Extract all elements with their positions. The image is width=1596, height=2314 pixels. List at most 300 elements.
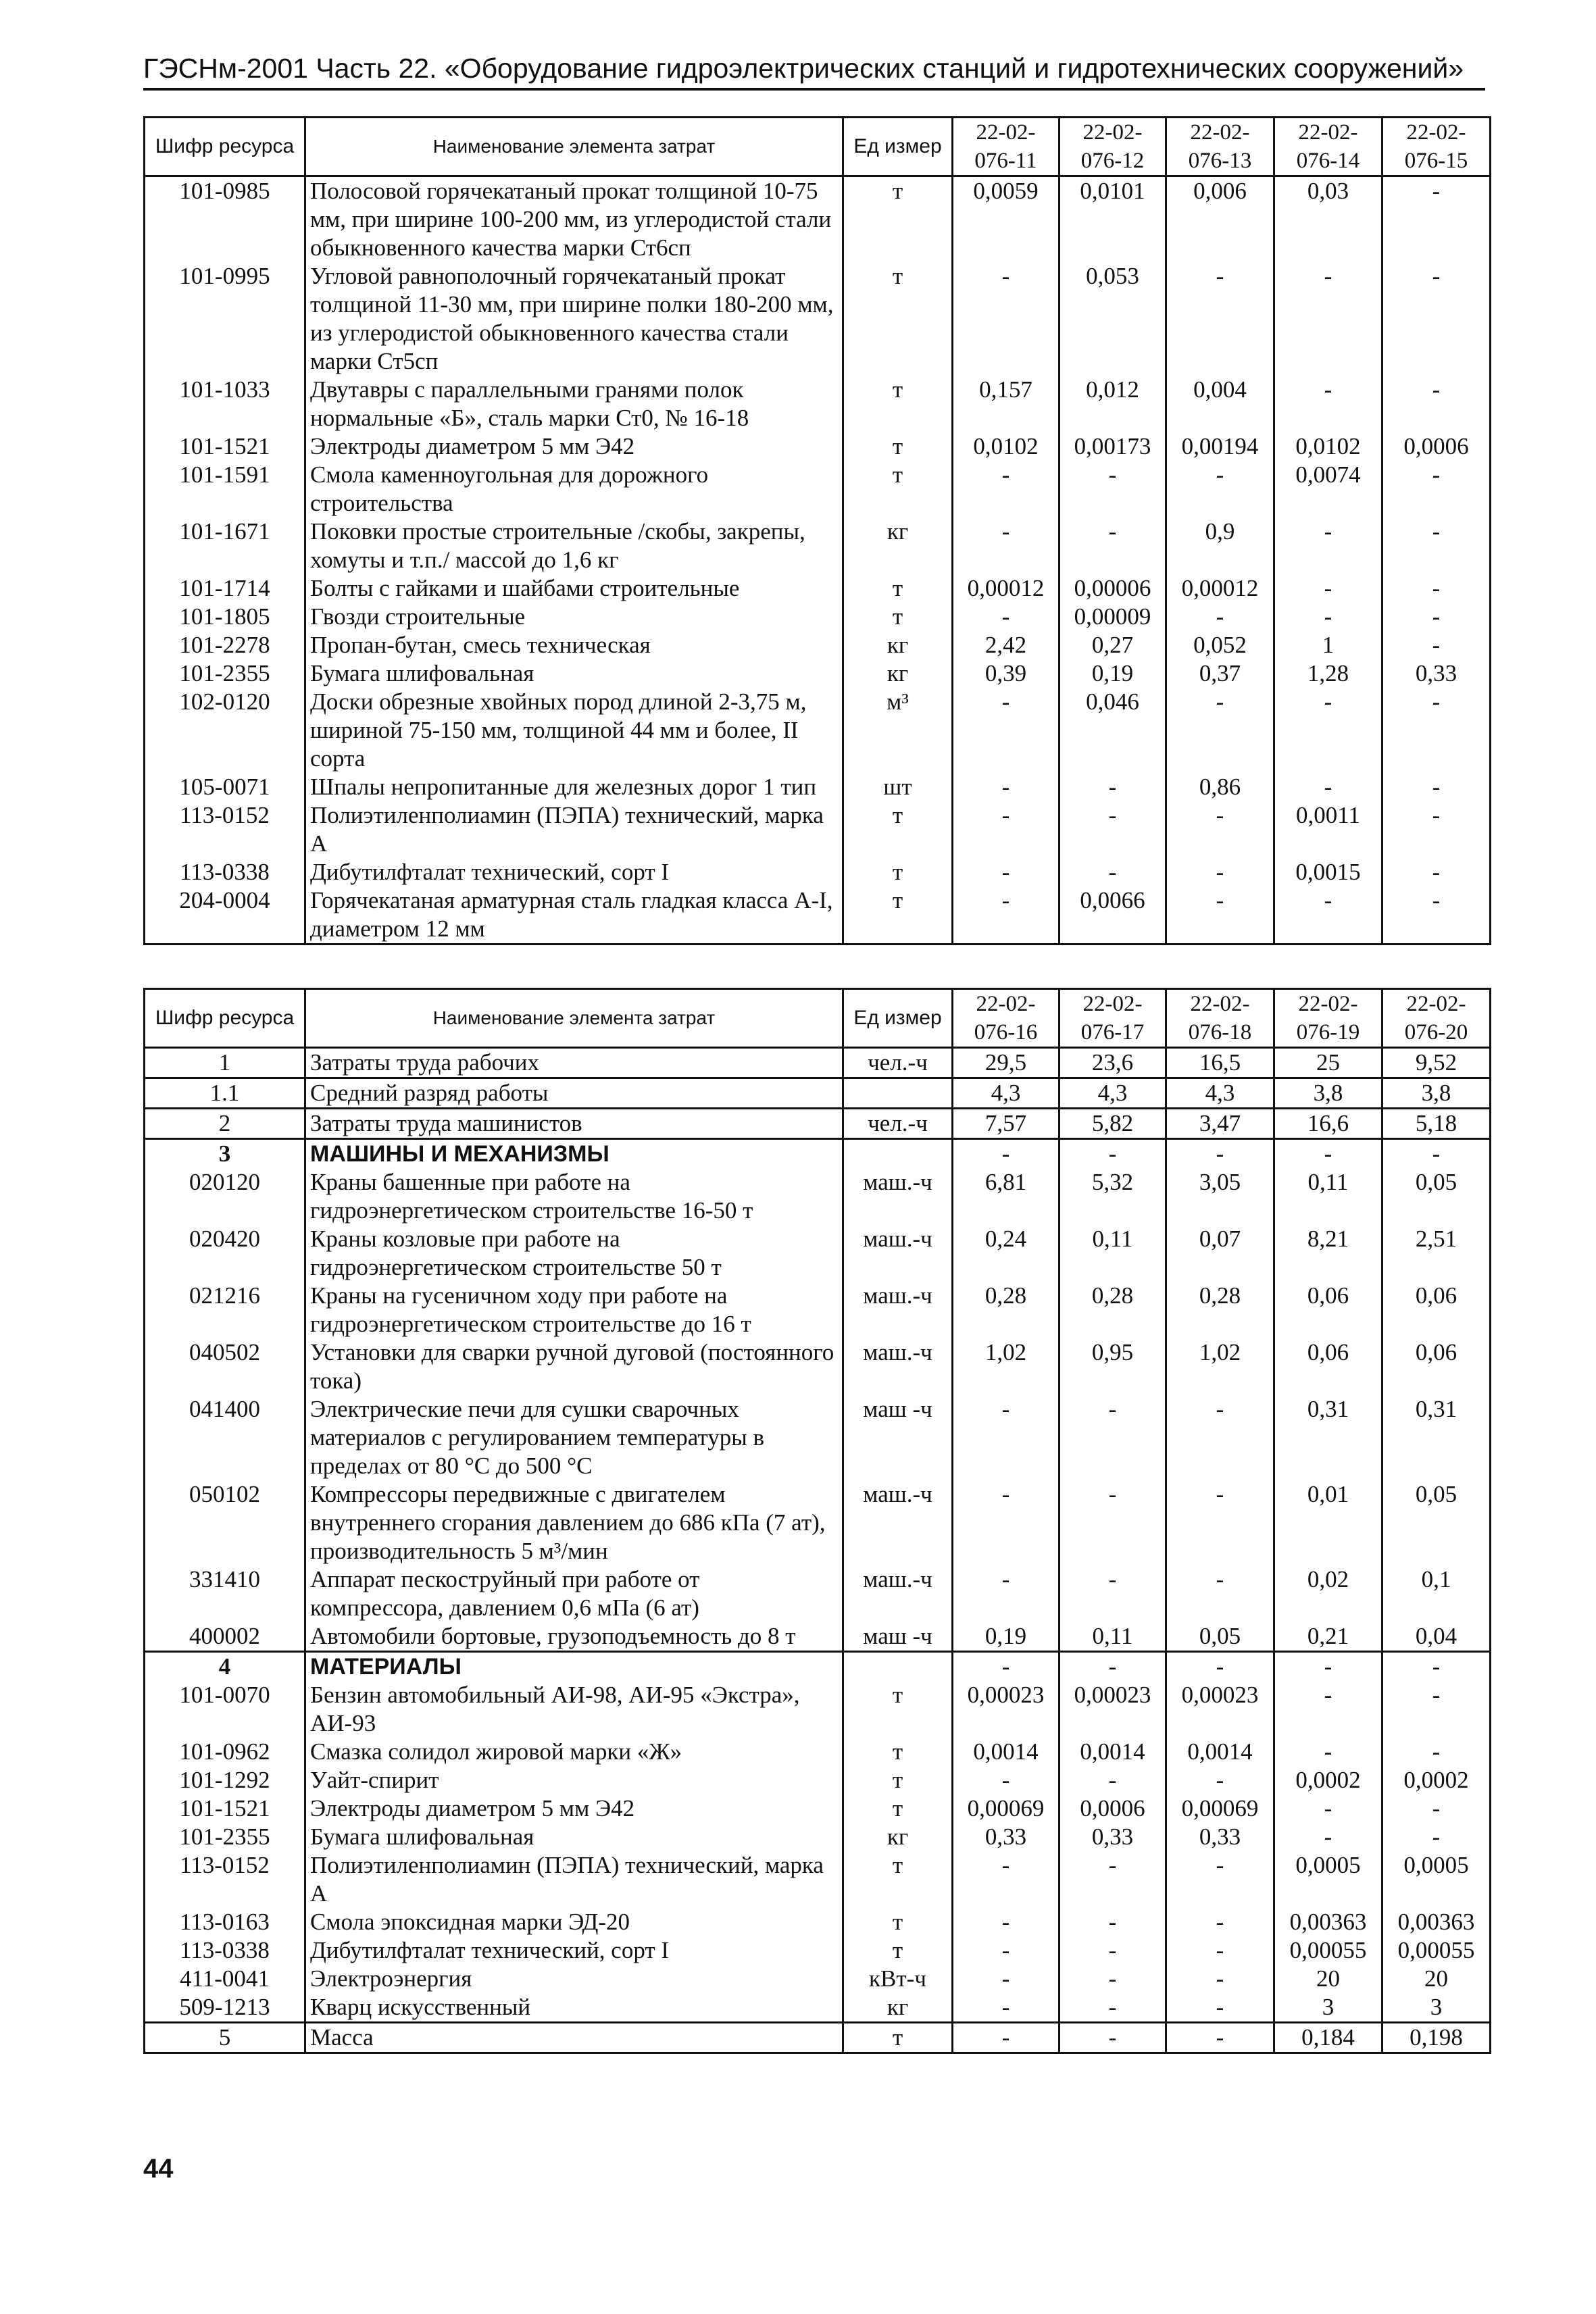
resource-name-cell: Уайт-спирит — [305, 1766, 843, 1794]
resource-code-cell: 101-1671 — [145, 518, 305, 574]
norm-value-cell-2: 4,3 — [1059, 1078, 1166, 1109]
resource-code-cell: 101-1033 — [145, 376, 305, 432]
norm-value-cell-5: 0,06 — [1382, 1282, 1491, 1338]
column-header-norm-1: 22-02-076-16 — [953, 989, 1059, 1048]
norm-value-cell-5: 0,0006 — [1382, 432, 1491, 461]
norm-value-cell-3: - — [1166, 461, 1274, 518]
norm-value-cell-4: 1 — [1274, 631, 1382, 659]
norm-value-cell-4: - — [1274, 1823, 1382, 1851]
norm-value-cell-2: 0,0006 — [1059, 1794, 1166, 1823]
resource-code-cell: 2 — [145, 1109, 305, 1139]
norm-value-cell-1: - — [953, 1139, 1059, 1169]
resource-name-cell: Гвозди строительные — [305, 603, 843, 631]
norm-value-cell-3: - — [1166, 1395, 1274, 1480]
norm-value-cell-5: - — [1382, 176, 1491, 263]
norm-value-cell-5: - — [1382, 773, 1491, 801]
norm-value-cell-4: 0,21 — [1274, 1622, 1382, 1652]
norm-value-cell-4: 0,01 — [1274, 1480, 1382, 1565]
resource-name-cell: Электрические печи для сушки сварочных материалов с регулированием температуры в пределах от 80 °С до 500 °С — [305, 1395, 843, 1480]
resource-code-cell: 101-0985 — [145, 176, 305, 263]
resource-code-cell: 3 — [145, 1139, 305, 1169]
resource-code-cell: 113-0338 — [145, 858, 305, 886]
norm-value-cell-4: - — [1274, 1738, 1382, 1766]
column-header-norm-3: 22-02-076-13 — [1166, 118, 1274, 176]
resource-name-cell: Полосовой горячекатаный прокат толщиной 10-75 мм, при ширине 100-200 мм, из углеродистой стали обыкновенного качества марки Ст6сп — [305, 176, 843, 263]
column-header-name: Наименование элемента затрат — [305, 118, 843, 176]
norm-value-cell-2: 0,046 — [1059, 688, 1166, 773]
norm-value-cell-2: - — [1059, 801, 1166, 858]
resource-code-cell: 105-0071 — [145, 773, 305, 801]
resource-name-cell: Средний разряд работы — [305, 1078, 843, 1109]
norm-value-cell-3: - — [1166, 2023, 1274, 2053]
column-header-norm-1: 22-02-076-11 — [953, 118, 1059, 176]
norm-value-cell-2: - — [1059, 773, 1166, 801]
table-row — [145, 176, 1491, 263]
norm-value-cell-4: 0,03 — [1274, 176, 1382, 263]
table-row — [145, 376, 1491, 432]
norm-value-cell-1: - — [953, 1395, 1059, 1480]
column-header-code: Шифр ресурса — [145, 989, 305, 1048]
norm-value-cell-4: 0,31 — [1274, 1395, 1382, 1480]
norm-value-cell-2: - — [1059, 858, 1166, 886]
table-row — [145, 1908, 1491, 1936]
unit-cell: маш.-ч — [843, 1480, 953, 1565]
norm-value-cell-4: - — [1274, 1794, 1382, 1823]
unit-cell: т — [843, 1794, 953, 1823]
resource-code-cell: 1.1 — [145, 1078, 305, 1109]
norm-value-cell-1: - — [953, 461, 1059, 518]
unit-cell: т — [843, 1851, 953, 1908]
norm-value-cell-4: - — [1274, 518, 1382, 574]
unit-cell: т — [843, 176, 953, 263]
resource-name-cell: Болты с гайками и шайбами строительные — [305, 574, 843, 603]
norm-value-cell-5: 0,06 — [1382, 1338, 1491, 1395]
norm-value-cell-2: - — [1059, 1139, 1166, 1169]
table-row — [145, 1395, 1491, 1480]
norm-value-cell-2: 23,6 — [1059, 1048, 1166, 1078]
norm-value-cell-1: - — [953, 1480, 1059, 1565]
norm-value-cell-2: - — [1059, 1993, 1166, 2023]
table-row — [145, 1048, 1491, 1078]
norm-value-cell-5: - — [1382, 376, 1491, 432]
norm-value-cell-5: - — [1382, 1652, 1491, 1682]
norm-value-cell-2: - — [1059, 1565, 1166, 1622]
page-header: ГЭСНм-2001 Часть 22. «Оборудование гидроэлектрических станций и гидротехнических сооружений» — [143, 49, 1485, 91]
resource-code-cell: 113-0152 — [145, 801, 305, 858]
norm-value-cell-1: - — [953, 1965, 1059, 1993]
norm-value-cell-2: - — [1059, 1851, 1166, 1908]
column-header-code: Шифр ресурса — [145, 118, 305, 176]
norm-value-cell-3: - — [1166, 1965, 1274, 1993]
column-header-norm-4: 22-02-076-14 — [1274, 118, 1382, 176]
norm-value-cell-5: 9,52 — [1382, 1048, 1491, 1078]
norm-value-cell-3: 0,00069 — [1166, 1794, 1274, 1823]
resource-name-cell: Электроды диаметром 5 мм Э42 — [305, 432, 843, 461]
resource-code-cell: 101-2278 — [145, 631, 305, 659]
unit-cell: кг — [843, 631, 953, 659]
norm-value-cell-2: 0,00173 — [1059, 432, 1166, 461]
resource-code-cell: 411-0041 — [145, 1965, 305, 1993]
table-row — [145, 801, 1491, 858]
norm-value-cell-2: 0,28 — [1059, 1282, 1166, 1338]
norm-value-cell-3: 0,28 — [1166, 1282, 1274, 1338]
unit-cell: т — [843, 376, 953, 432]
norm-value-cell-4: 0,11 — [1274, 1168, 1382, 1225]
norm-value-cell-4: - — [1274, 376, 1382, 432]
resource-code-cell: 041400 — [145, 1395, 305, 1480]
norm-value-cell-1: - — [953, 518, 1059, 574]
table-row — [145, 886, 1491, 945]
norm-value-cell-3: - — [1166, 1652, 1274, 1682]
norm-value-cell-5: - — [1382, 518, 1491, 574]
norm-value-cell-4: - — [1274, 603, 1382, 631]
resource-code-cell: 400002 — [145, 1622, 305, 1652]
table-row — [145, 659, 1491, 688]
norm-value-cell-5: - — [1382, 858, 1491, 886]
table-row — [145, 574, 1491, 603]
norm-value-cell-4: 3,8 — [1274, 1078, 1382, 1109]
norm-value-cell-4: - — [1274, 574, 1382, 603]
column-header-norm-5: 22-02-076-15 — [1382, 118, 1491, 176]
norm-value-cell-2: 0,00006 — [1059, 574, 1166, 603]
norm-value-cell-1: - — [953, 886, 1059, 945]
norm-value-cell-1: - — [953, 1766, 1059, 1794]
table-row — [145, 773, 1491, 801]
norm-value-cell-4: 0,02 — [1274, 1565, 1382, 1622]
norm-value-cell-2: - — [1059, 461, 1166, 518]
norm-value-cell-4: - — [1274, 1681, 1382, 1738]
norm-value-cell-2: - — [1059, 1908, 1166, 1936]
norm-value-cell-3: - — [1166, 1565, 1274, 1622]
resource-code-cell: 101-0070 — [145, 1681, 305, 1738]
norm-value-cell-4: 0,0011 — [1274, 801, 1382, 858]
norm-value-cell-5: - — [1382, 1681, 1491, 1738]
norm-value-cell-5: - — [1382, 688, 1491, 773]
norm-value-cell-3: 3,47 — [1166, 1109, 1274, 1139]
resource-name-cell: Электроэнергия — [305, 1965, 843, 1993]
resource-name-cell: Масса — [305, 2023, 843, 2053]
norm-value-cell-4: 8,21 — [1274, 1225, 1382, 1282]
unit-cell: чел.-ч — [843, 1048, 953, 1078]
resource-code-cell: 101-0995 — [145, 262, 305, 376]
resource-code-cell: 101-1805 — [145, 603, 305, 631]
resource-name-cell: Полиэтиленполиамин (ПЭПА) технический, марка А — [305, 1851, 843, 1908]
norm-value-cell-3: 0,33 — [1166, 1823, 1274, 1851]
norm-value-cell-3: 3,05 — [1166, 1168, 1274, 1225]
table-row — [145, 1622, 1491, 1652]
resource-name-cell: Дибутилфталат технический, сорт I — [305, 1936, 843, 1965]
resource-code-cell: 113-0338 — [145, 1936, 305, 1965]
table-row — [145, 1282, 1491, 1338]
resource-code-cell: 509-1213 — [145, 1993, 305, 2023]
table-row — [145, 1993, 1491, 2023]
table-row — [145, 1823, 1491, 1851]
norm-value-cell-3: - — [1166, 603, 1274, 631]
unit-cell: т — [843, 461, 953, 518]
resource-code-cell: 101-1521 — [145, 432, 305, 461]
norm-value-cell-5: - — [1382, 1794, 1491, 1823]
table-row — [145, 631, 1491, 659]
norm-value-cell-2: 0,0066 — [1059, 886, 1166, 945]
norm-value-cell-1: - — [953, 1652, 1059, 1682]
norm-value-cell-2: 0,0014 — [1059, 1738, 1166, 1766]
norm-value-cell-5: 3 — [1382, 1993, 1491, 2023]
norm-value-cell-5: 0,33 — [1382, 659, 1491, 688]
resource-name-cell: Электроды диаметром 5 мм Э42 — [305, 1794, 843, 1823]
norm-value-cell-3: - — [1166, 886, 1274, 945]
norm-value-cell-5: - — [1382, 631, 1491, 659]
table-row — [145, 432, 1491, 461]
norm-value-cell-5: 0,1 — [1382, 1565, 1491, 1622]
norm-value-cell-2: 0,33 — [1059, 1823, 1166, 1851]
unit-cell: чел.-ч — [843, 1109, 953, 1139]
norm-value-cell-5: 5,18 — [1382, 1109, 1491, 1139]
norm-value-cell-5: - — [1382, 801, 1491, 858]
norm-value-cell-2: 0,0101 — [1059, 176, 1166, 263]
norm-value-cell-3: 0,00023 — [1166, 1681, 1274, 1738]
norm-value-cell-5: - — [1382, 603, 1491, 631]
norm-value-cell-2: 5,82 — [1059, 1109, 1166, 1139]
table-row — [145, 1936, 1491, 1965]
unit-cell: маш.-ч — [843, 1282, 953, 1338]
norm-value-cell-3: 0,9 — [1166, 518, 1274, 574]
norm-value-cell-3: 0,86 — [1166, 773, 1274, 801]
unit-cell: м³ — [843, 688, 953, 773]
unit-cell: т — [843, 2023, 953, 2053]
resource-name-cell: Бензин автомобильный АИ-98, АИ-95 «Экстра», АИ-93 — [305, 1681, 843, 1738]
norm-value-cell-4: - — [1274, 262, 1382, 376]
norm-value-cell-5: 0,198 — [1382, 2023, 1491, 2053]
norm-value-cell-2: 0,95 — [1059, 1338, 1166, 1395]
norm-value-cell-3: - — [1166, 1480, 1274, 1565]
norm-value-cell-3: - — [1166, 1936, 1274, 1965]
table-row — [145, 1681, 1491, 1738]
norm-value-cell-5: 0,05 — [1382, 1480, 1491, 1565]
norm-value-cell-1: 0,28 — [953, 1282, 1059, 1338]
table-row — [145, 518, 1491, 574]
norm-value-cell-5: 0,00055 — [1382, 1936, 1491, 1965]
unit-cell: т — [843, 262, 953, 376]
norm-value-cell-5: - — [1382, 574, 1491, 603]
resource-code-cell: 050102 — [145, 1480, 305, 1565]
resource-code-cell: 020420 — [145, 1225, 305, 1282]
page-number: 44 — [143, 2154, 174, 2184]
resource-name-cell: Бумага шлифовальная — [305, 1823, 843, 1851]
column-header-unit: Ед измер — [843, 118, 953, 176]
resource-code-cell: 101-2355 — [145, 1823, 305, 1851]
norm-value-cell-1: - — [953, 801, 1059, 858]
resource-code-cell: 1 — [145, 1048, 305, 1078]
norm-value-cell-4: 0,00363 — [1274, 1908, 1382, 1936]
resource-name-cell: Горячекатаная арматурная сталь гладкая класса А-I, диаметром 12 мм — [305, 886, 843, 945]
norm-value-cell-2: 0,19 — [1059, 659, 1166, 688]
table-row — [145, 1738, 1491, 1766]
norm-value-cell-4: 0,0074 — [1274, 461, 1382, 518]
resource-name-cell: Двутавры с параллельными гранями полок нормальные «Б», сталь марки Ст0, № 16-18 — [305, 376, 843, 432]
table-row — [145, 1565, 1491, 1622]
norm-value-cell-2: 0,053 — [1059, 262, 1166, 376]
norm-value-cell-1: 0,157 — [953, 376, 1059, 432]
unit-cell: т — [843, 432, 953, 461]
norm-value-cell-1: - — [953, 262, 1059, 376]
norm-value-cell-4: 25 — [1274, 1048, 1382, 1078]
norm-value-cell-3: - — [1166, 858, 1274, 886]
norm-value-cell-3: 0,37 — [1166, 659, 1274, 688]
norm-value-cell-2: 0,27 — [1059, 631, 1166, 659]
norm-value-cell-3: 1,02 — [1166, 1338, 1274, 1395]
table-row — [145, 603, 1491, 631]
norm-value-cell-1: - — [953, 603, 1059, 631]
resource-name-cell: МАТЕРИАЛЫ — [305, 1652, 843, 1682]
norm-value-cell-1: - — [953, 1936, 1059, 1965]
norm-value-cell-4: 0,0015 — [1274, 858, 1382, 886]
unit-cell: т — [843, 886, 953, 945]
resource-code-cell: 5 — [145, 2023, 305, 2053]
norm-value-cell-4: 0,184 — [1274, 2023, 1382, 2053]
table-row — [145, 1480, 1491, 1565]
table-row — [145, 1338, 1491, 1395]
norm-value-cell-3: - — [1166, 262, 1274, 376]
resource-name-cell: Автомобили бортовые, грузоподъемность до 8 т — [305, 1622, 843, 1652]
norm-value-cell-1: - — [953, 1908, 1059, 1936]
norm-value-cell-3: 0,004 — [1166, 376, 1274, 432]
norm-value-cell-2: 0,00023 — [1059, 1681, 1166, 1738]
norm-value-cell-3: 0,05 — [1166, 1622, 1274, 1652]
norm-value-cell-3: 0,0014 — [1166, 1738, 1274, 1766]
column-header-norm-2: 22-02-076-12 — [1059, 118, 1166, 176]
norm-value-cell-4: 0,06 — [1274, 1338, 1382, 1395]
column-header-name: Наименование элемента затрат — [305, 989, 843, 1048]
resource-name-cell: Смола каменноугольная для дорожного строительства — [305, 461, 843, 518]
norm-value-cell-1: 2,42 — [953, 631, 1059, 659]
norm-value-cell-3: - — [1166, 1766, 1274, 1794]
unit-cell: маш.-ч — [843, 1168, 953, 1225]
norm-value-cell-4: - — [1274, 1652, 1382, 1682]
resource-code-cell: 113-0152 — [145, 1851, 305, 1908]
norm-value-cell-5: - — [1382, 1823, 1491, 1851]
norm-value-cell-3: - — [1166, 1908, 1274, 1936]
norm-value-cell-5: - — [1382, 1738, 1491, 1766]
norm-value-cell-4: 0,06 — [1274, 1282, 1382, 1338]
norm-value-cell-3: 16,5 — [1166, 1048, 1274, 1078]
norm-value-cell-1: 4,3 — [953, 1078, 1059, 1109]
norm-value-cell-2: - — [1059, 2023, 1166, 2053]
table-row — [145, 688, 1491, 773]
column-header-norm-2: 22-02-076-17 — [1059, 989, 1166, 1048]
resource-table-2 — [143, 988, 1489, 2054]
norm-value-cell-2: - — [1059, 1480, 1166, 1565]
table-row — [145, 1766, 1491, 1794]
norm-value-cell-2: 0,11 — [1059, 1225, 1166, 1282]
resource-name-cell: Кварц искусственный — [305, 1993, 843, 2023]
resource-code-cell: 113-0163 — [145, 1908, 305, 1936]
unit-cell: кг — [843, 1993, 953, 2023]
resource-name-cell: Затраты труда машинистов — [305, 1109, 843, 1139]
column-header-norm-4: 22-02-076-19 — [1274, 989, 1382, 1048]
norm-value-cell-4: - — [1274, 688, 1382, 773]
unit-cell: т — [843, 801, 953, 858]
norm-value-cell-1: 0,00012 — [953, 574, 1059, 603]
norm-value-cell-1: - — [953, 1993, 1059, 2023]
norm-value-cell-3: 0,00012 — [1166, 574, 1274, 603]
norm-value-cell-1: 0,33 — [953, 1823, 1059, 1851]
resource-name-cell: Установки для сварки ручной дуговой (постоянного тока) — [305, 1338, 843, 1395]
resource-name-cell: Краны на гусеничном ходу при работе на гидроэнергетическом строительстве до 16 т — [305, 1282, 843, 1338]
unit-cell: кг — [843, 659, 953, 688]
resource-name-cell: Затраты труда рабочих — [305, 1048, 843, 1078]
norm-value-cell-3: 0,006 — [1166, 176, 1274, 263]
unit-cell: т — [843, 603, 953, 631]
norm-value-cell-3: - — [1166, 1139, 1274, 1169]
unit-cell: кг — [843, 1823, 953, 1851]
resource-name-cell: МАШИНЫ И МЕХАНИЗМЫ — [305, 1139, 843, 1169]
resource-name-cell: Бумага шлифовальная — [305, 659, 843, 688]
norm-value-cell-3: 0,052 — [1166, 631, 1274, 659]
resource-name-cell: Полиэтиленполиамин (ПЭПА) технический, марка А — [305, 801, 843, 858]
norm-value-cell-3: - — [1166, 1851, 1274, 1908]
norm-value-cell-1: - — [953, 2023, 1059, 2053]
table-row — [145, 858, 1491, 886]
unit-cell: т — [843, 1766, 953, 1794]
norm-value-cell-5: - — [1382, 262, 1491, 376]
norm-value-cell-1: 1,02 — [953, 1338, 1059, 1395]
resource-code-cell: 102-0120 — [145, 688, 305, 773]
norm-value-cell-2: - — [1059, 1395, 1166, 1480]
norm-value-cell-4: 3 — [1274, 1993, 1382, 2023]
norm-value-cell-3: 0,07 — [1166, 1225, 1274, 1282]
norm-value-cell-4: 1,28 — [1274, 659, 1382, 688]
norm-value-cell-5: 0,05 — [1382, 1168, 1491, 1225]
unit-cell: кВт-ч — [843, 1965, 953, 1993]
resource-code-cell: 101-1292 — [145, 1766, 305, 1794]
unit-cell: маш -ч — [843, 1622, 953, 1652]
norm-value-cell-1: 0,00023 — [953, 1681, 1059, 1738]
norm-value-cell-4: 0,0005 — [1274, 1851, 1382, 1908]
norm-value-cell-4: - — [1274, 773, 1382, 801]
table-row — [145, 1139, 1491, 1169]
norm-value-cell-5: - — [1382, 886, 1491, 945]
resource-code-cell: 331410 — [145, 1565, 305, 1622]
unit-cell: маш.-ч — [843, 1225, 953, 1282]
table-row — [145, 1794, 1491, 1823]
resource-table-1 — [143, 116, 1489, 945]
norm-value-cell-2: - — [1059, 1652, 1166, 1682]
table-row — [145, 262, 1491, 376]
unit-cell: маш.-ч — [843, 1338, 953, 1395]
resource-code-cell: 101-2355 — [145, 659, 305, 688]
unit-cell: т — [843, 858, 953, 886]
norm-value-cell-5: - — [1382, 1139, 1491, 1169]
norm-value-cell-3: - — [1166, 688, 1274, 773]
unit-cell: т — [843, 1908, 953, 1936]
norm-value-cell-2: - — [1059, 1965, 1166, 1993]
column-header-unit: Ед измер — [843, 989, 953, 1048]
norm-value-cell-2: 0,012 — [1059, 376, 1166, 432]
resource-code-cell: 020120 — [145, 1168, 305, 1225]
norm-value-cell-4: 0,00055 — [1274, 1936, 1382, 1965]
norm-value-cell-2: 5,32 — [1059, 1168, 1166, 1225]
norm-value-cell-2: 0,11 — [1059, 1622, 1166, 1652]
norm-value-cell-1: - — [953, 773, 1059, 801]
resource-name-cell: Угловой равнополочный горячекатаный прокат толщиной 11-30 мм, при ширине полки 180-200 мм, из углеродистой обыкновенного качества стали марки Ст5сп — [305, 262, 843, 376]
column-header-norm-3: 22-02-076-18 — [1166, 989, 1274, 1048]
unit-cell: маш -ч — [843, 1395, 953, 1480]
resource-name-cell: Краны башенные при работе на гидроэнергетическом строительстве 16-50 т — [305, 1168, 843, 1225]
resource-code-cell: 204-0004 — [145, 886, 305, 945]
table-row — [145, 1109, 1491, 1139]
column-header-norm-5: 22-02-076-20 — [1382, 989, 1491, 1048]
table-row — [145, 1652, 1491, 1682]
